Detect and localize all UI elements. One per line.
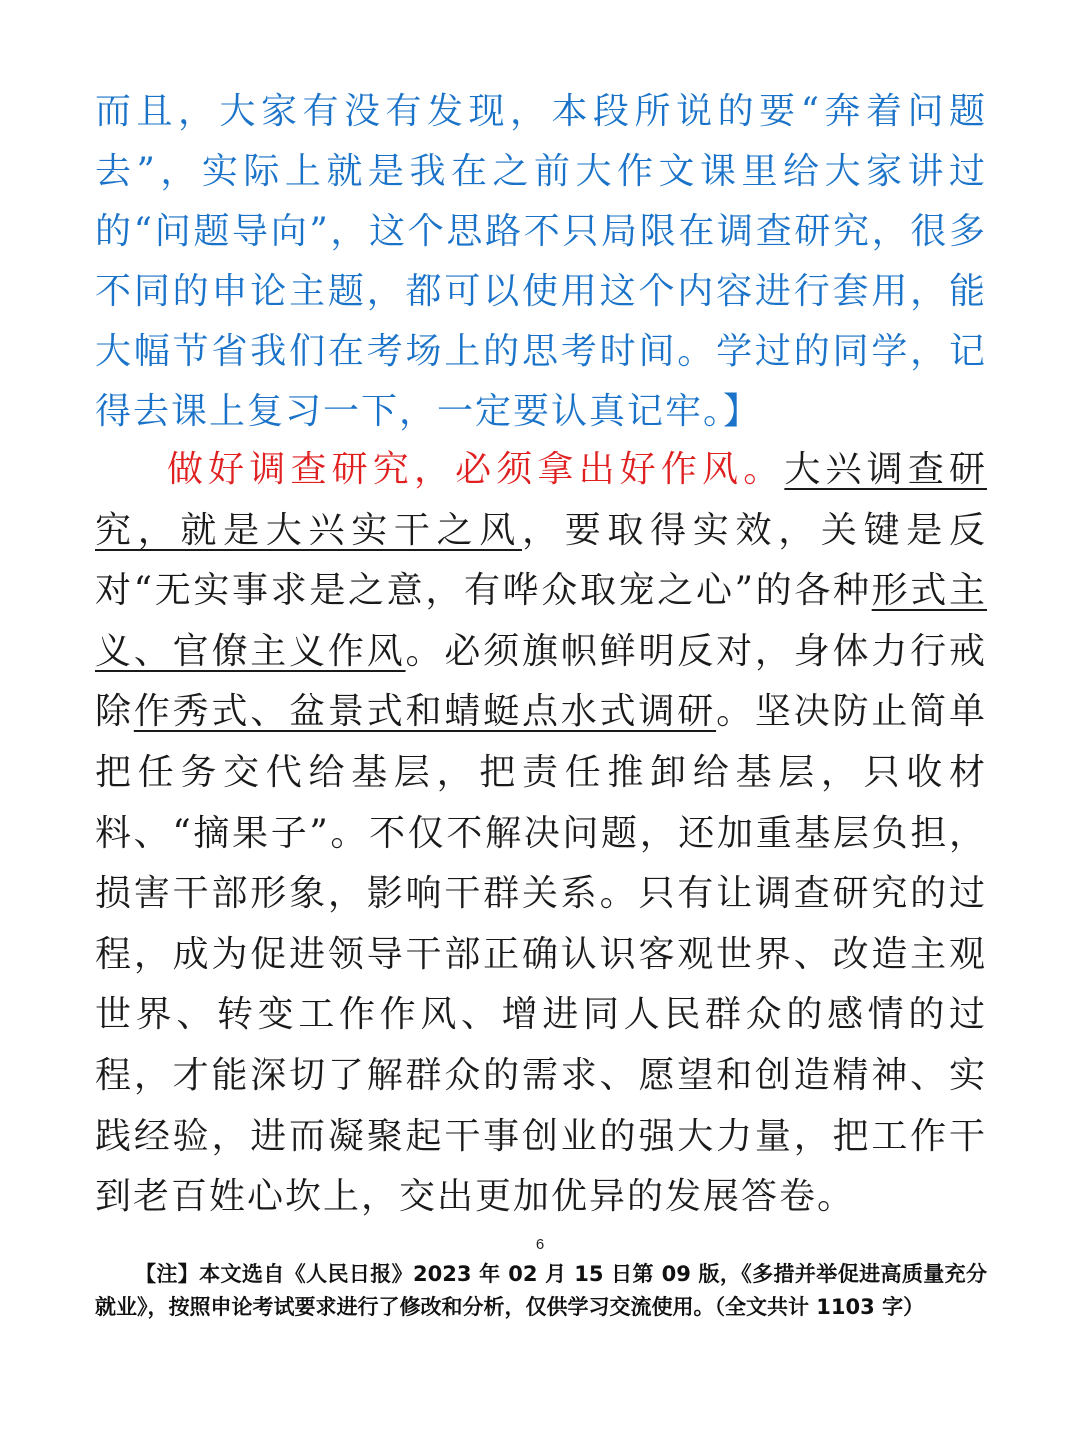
commentary-paragraph: [95, 82, 987, 442]
underlined-phrase-3: 作秀式、盆景式和蜻蜓点水式调研: [133, 691, 717, 733]
body-text-2: 。必须旗帜鲜明反对，身体力行戒除: [95, 630, 987, 733]
main-paragraph: [95, 440, 987, 1228]
page-number: 6: [535, 1236, 545, 1253]
source-note: [95, 1258, 987, 1324]
commentary-text: 而且，大家有没有发现，本段所说的要“奔着问题去”，实际上就是我在之前大作文课里给大家讲过的“问题导向”，这个思路不只局限在调查研究，很多不同的申论主题，都可以使用这个内容进行套用，能大幅节省我们在考场上的思考时间。学过的同学，记得去课上复习一下，一定要认真记牢。】: [95, 91, 987, 432]
lead-sentence: 做好调查研究，必须拿出好作风。: [167, 449, 785, 490]
underlined-phrase-2: 形式主义、官僚主义作风: [95, 570, 987, 672]
body-text-3: 。坚决防止简单把任务交代给基层，把责任推卸给基层，只收材料、“摘果子”。不仅不解决问题，还加重基层负担，损害干部形象，影响干群关系。只有让调查研究的过程，成为促进领导干部正确认识客观世界、改造主观世界、转变工作作风、增进同人民群众的感情的过程，才能深切了解群众的需求、愿望和创造精神、实践经验，进而凝聚起干事创业的强大力量，把工作干到老百姓心坎上，交出更加优异的发展答卷。: [95, 691, 987, 1218]
body-text-1: ，要取得实效，关键是反对“无实事求是之意，有哗众取宠之心”的各种: [95, 509, 987, 612]
underlined-phrase-1: 大兴调查研究，就是大兴实干之风: [95, 449, 987, 551]
source-note-text: 【注】本文选自《人民日报》2023 年 02 月 15 日第 09 版，《多措并举促进高质量充分就业》，按照申论考试要求进行了修改和分析，仅供学习交流使用。（全文共计 1103 字）: [95, 1262, 987, 1319]
